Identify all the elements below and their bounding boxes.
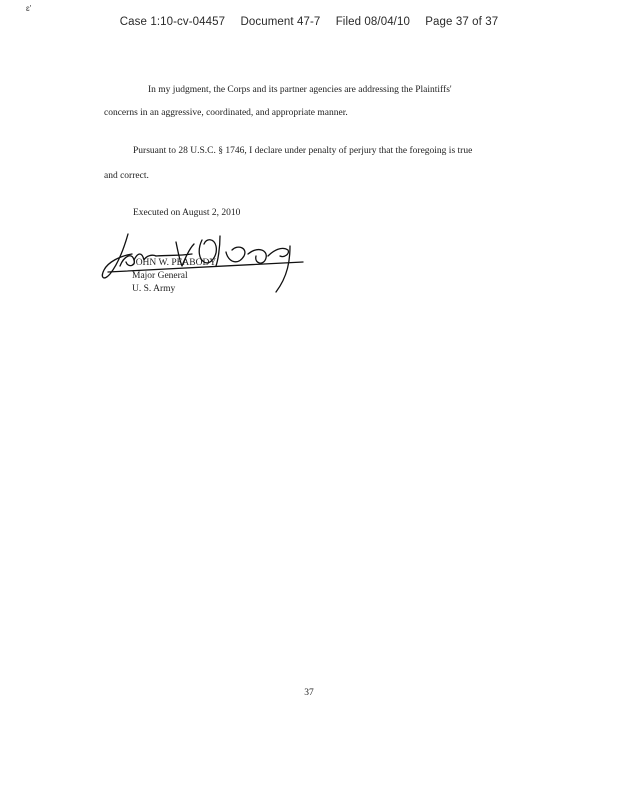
corner-mark: ɛ' <box>26 4 32 13</box>
handwritten-signature <box>98 226 308 298</box>
page-number: 37 <box>304 688 314 698</box>
signer-org: U. S. Army <box>132 284 176 294</box>
case-header <box>0 16 618 28</box>
executed-date: Executed on August 2, 2010 <box>133 208 241 218</box>
paragraph-judgment-line1: In my judgment, the Corps and its partner agencies are addressing the Plaintiffs' <box>148 85 452 95</box>
signer-title: Major General <box>132 271 188 281</box>
paragraph-declaration-line2: and correct. <box>104 171 149 181</box>
document-number: Document 47-7 <box>240 16 321 28</box>
page-count: Page 37 of 37 <box>425 16 499 28</box>
paragraph-judgment-line2: concerns in an aggressive, coordinated, and appropriate manner. <box>104 108 348 118</box>
signer-name: JOHN W. PEABODY <box>132 258 217 268</box>
paragraph-declaration-line1: Pursuant to 28 U.S.C. § 1746, I declare under penalty of perjury that the foregoing is true <box>133 146 473 156</box>
filed-date: Filed 08/04/10 <box>335 16 410 28</box>
case-number: Case 1:10-cv-04457 <box>119 16 226 28</box>
